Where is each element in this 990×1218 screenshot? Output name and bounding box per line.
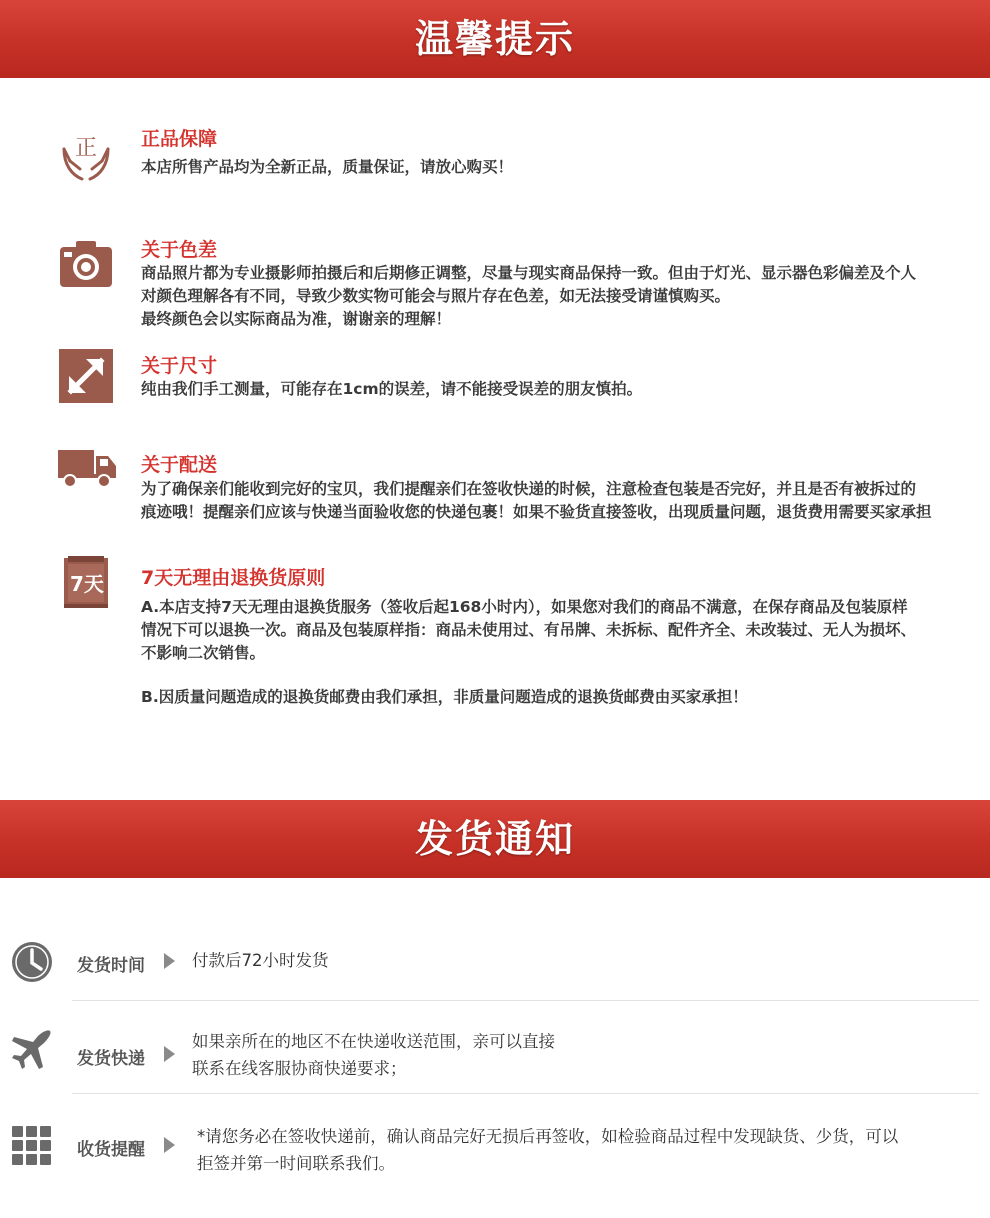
chevron-right-icon	[164, 1137, 175, 1153]
tip-line: B.因质量问题造成的退换货邮费由我们承担，非质量问题造成的退换货邮费由买家承担！	[141, 688, 748, 706]
shipping-text	[197, 1123, 898, 1177]
resize-arrow-icon	[56, 346, 116, 406]
tip-title: 正品保障	[141, 128, 218, 150]
shipping-line: 拒签并第一时间联系我们。	[197, 1154, 395, 1173]
delivery-truck-icon	[56, 444, 120, 504]
tip-body	[141, 478, 932, 524]
tip-title: 关于尺寸	[141, 355, 218, 377]
tip-line: A.本店支持7天无理由退换货服务（签收后起168小时内），如果您对我们的商品不满意，在保存商品及包装原样	[141, 598, 908, 616]
shipping-line: 联系在线客服协商快递要求；	[192, 1059, 407, 1078]
airplane-icon	[10, 1027, 54, 1071]
shipping-label: 收货提醒	[77, 1140, 145, 1160]
tip-line: 最终颜色会以实际商品为准，谢谢亲的理解！	[141, 310, 452, 328]
tip-line: 本店所售产品均为全新正品，质量保证，请放心购买！	[141, 158, 514, 176]
divider	[72, 1093, 979, 1094]
clock-icon	[10, 940, 54, 984]
tip-line: 商品照片都为专业摄影师拍摄后和后期修正调整，尽量与现实商品保持一致。但由于灯光、显示器色彩偏差及个人	[141, 264, 917, 282]
tip-line: 为了确保亲们能收到完好的宝贝，我们提醒亲们在签收快递的时候，注意检查包装是否完好，并且是否有被拆过的	[141, 480, 917, 498]
calendar-7day-icon	[56, 552, 116, 612]
tip-line: 纯由我们手工测量，可能存在1cm的误差，请不能接受误差的朋友慎拍。	[141, 380, 643, 398]
tip-body	[141, 262, 916, 331]
tip-line	[141, 665, 916, 686]
chevron-right-icon	[164, 953, 175, 969]
calendar-7day-label: 7天	[70, 572, 104, 596]
divider	[72, 1000, 979, 1001]
shipping-label: 发货快递	[77, 1049, 145, 1069]
genuine-hands-icon	[56, 125, 116, 185]
tip-line: 情况下可以退换一次。商品及包装原样指：商品未使用过、有吊牌、未拆标、配件齐全、未改装过、无人为损坏、	[141, 621, 917, 639]
tip-body	[141, 378, 642, 401]
banner-title: 发货通知	[414, 817, 575, 861]
tip-line: 痕迹哦！提醒亲们应该与快递当面验收您的快递包裹！如果不验货直接签收，出现质量问题，退货费用需要买家承担	[141, 503, 932, 521]
grid-icon	[10, 1124, 54, 1168]
tip-body	[141, 596, 916, 709]
shipping-line: 如果亲所在的地区不在快递收送范围，亲可以直接	[192, 1032, 555, 1051]
banner-title: 温馨提示	[414, 17, 575, 61]
tip-line: 不影响二次销售。	[141, 644, 266, 662]
camera-icon	[56, 233, 116, 293]
tip-body	[141, 156, 513, 179]
warm-tips-banner	[0, 0, 990, 78]
shipping-line: 付款后72小时发货	[192, 951, 329, 970]
tip-title: 7天无理由退换货原则	[141, 567, 326, 589]
chevron-right-icon	[164, 1046, 175, 1062]
shipping-text	[192, 947, 329, 974]
tip-line: 对颜色理解各有不同，导致少数实物可能会与照片存在色差，如无法接受请谨慎购买。	[141, 287, 731, 305]
shipping-label: 发货时间	[77, 956, 145, 976]
shipping-text	[192, 1028, 555, 1082]
shipping-notice-banner	[0, 800, 990, 878]
svg-text:正: 正	[74, 136, 98, 161]
tip-title: 关于色差	[141, 239, 218, 261]
shipping-line: *请您务必在签收快递前，确认商品完好无损后再签收，如检验商品过程中发现缺货、少货，可以	[197, 1127, 899, 1146]
tip-title: 关于配送	[141, 454, 218, 476]
